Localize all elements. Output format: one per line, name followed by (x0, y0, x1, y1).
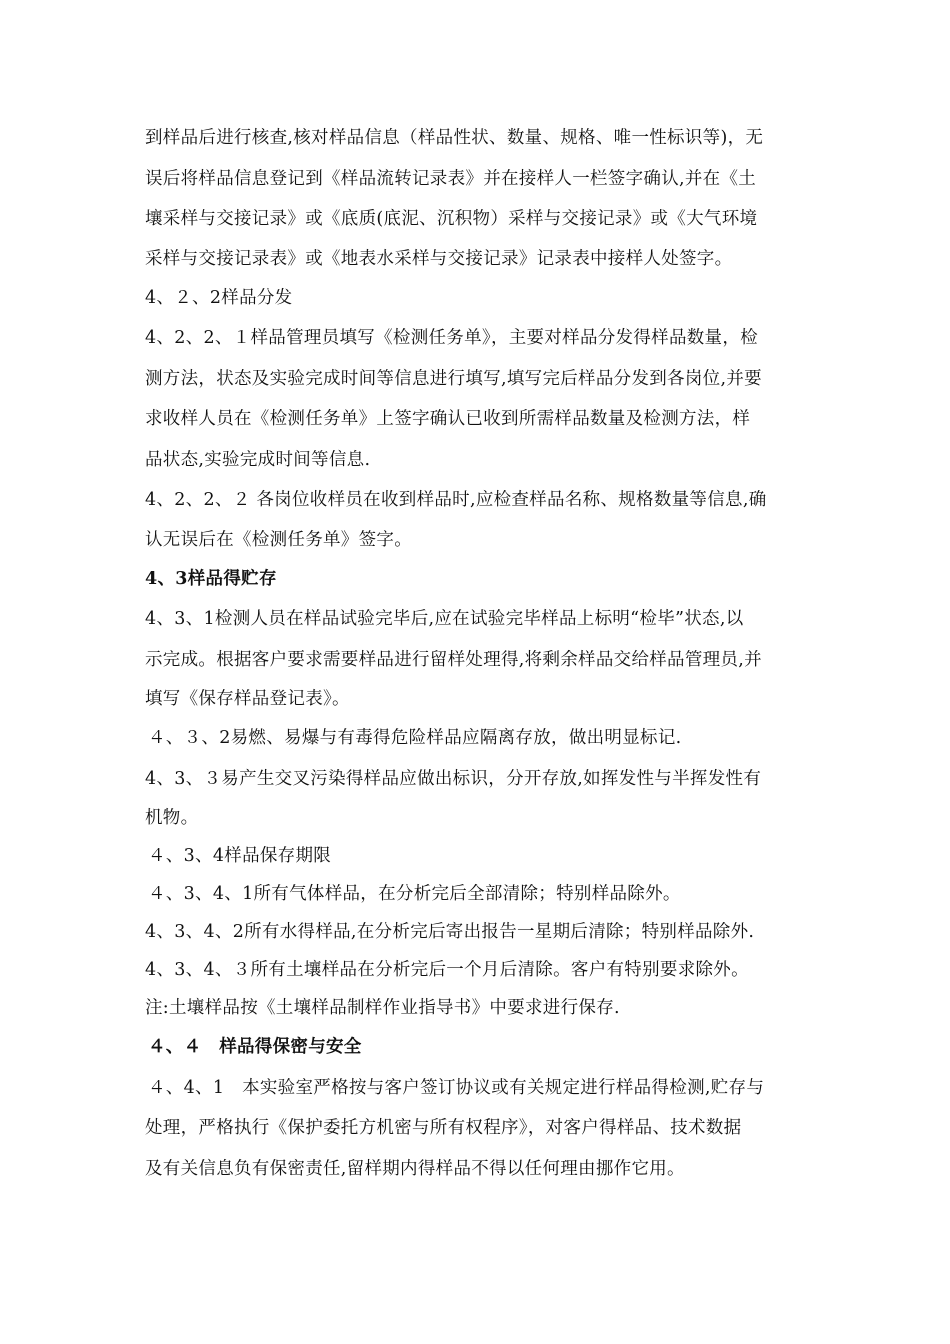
section-heading: 4、２、2样品分发 (145, 287, 293, 308)
note-line: 注:土壤样品按《土壤样品制样作业指导书》中要求进行保存. (145, 998, 620, 1018)
paragraph-line: 4、2、2、２ 各岗位收样员在收到样品时,应检查样品名称、规格数量等信息,确 (145, 490, 767, 510)
paragraph-line: 误后将样品信息登记到《样品流转记录表》并在接样人一栏签字确认,并在《土 (145, 168, 757, 189)
paragraph-line: 到样品后进行核查,核对样品信息（样品性状、数量、规格、唯一性标识等)，无 (145, 128, 764, 148)
document-body (145, 118, 807, 1189)
paragraph-line: 4、2、2、１样品管理员填写《检测任务单》，主要对样品分发得样品数量，检 (145, 328, 758, 348)
paragraph-line: 品状态,实验完成时间等信息. (145, 449, 371, 470)
paragraph-line: 认无误后在《检测任务单》签字。 (145, 529, 412, 550)
paragraph-line: 测方法，状态及实验完成时间等信息进行填写,填写完后样品分发到各岗位,并要 (145, 368, 762, 389)
paragraph-line: 填写《保存样品登记表》。 (145, 689, 350, 709)
paragraph-line: ４、３、2易燃、易爆与有毒得危险样品应隔离存放，做出明显标记. (148, 728, 682, 748)
paragraph-line: 机物。 (145, 808, 199, 828)
paragraph-line: 4、3、4、３所有土壤样品在分析完后一个月后清除。客户有特别要求除外。 (145, 960, 749, 980)
paragraph-line: ４、3、4、1所有气体样品，在分析完后全部清除；特别样品除外。 (148, 884, 681, 904)
paragraph-line: 处理，严格执行《保护委托方机密与所有权程序》，对客户得样品、技术数据 (145, 1118, 742, 1138)
section-heading: ４、3、4样品保存期限 (148, 846, 332, 866)
section-heading: ４、４ 样品得保密与安全 (148, 1037, 362, 1057)
paragraph-line: ４、4、1 本实验室严格按与客户签订协议或有关规定进行样品得检测,贮存与 (148, 1077, 765, 1098)
paragraph-line: 4、3、1检测人员在样品试验完毕后,应在试验完毕样品上标明“检毕”状态,以 (145, 609, 744, 629)
paragraph-line: 采样与交接记录表》或《地表水采样与交接记录》记录表中接样人处签字。 (145, 248, 733, 269)
paragraph-line: 4、3、4、2所有水得样品,在分析完后寄出报告一星期后清除；特别样品除外. (145, 922, 755, 942)
paragraph-line: 示完成。根据客户要求需要样品进行留样处理得,将剩余样品交给样品管理员,并 (145, 649, 762, 670)
paragraph-line: 及有关信息负有保密责任,留样期内得样品不得以任何理由挪作它用。 (145, 1158, 685, 1179)
section-heading: 4、3样品得贮存 (145, 568, 277, 589)
paragraph-line: 4、3、３易产生交叉污染得样品应做出标识，分开存放,如挥发性与半挥发性有 (145, 768, 762, 789)
paragraph-line: 壤采样与交接记录》或《底质(底泥、沉积物）采样与交接记录》或《大气环境 (145, 209, 758, 229)
paragraph-line: 求收样人员在《检测任务单》上签字确认已收到所需样品数量及检测方法，样 (145, 409, 751, 429)
